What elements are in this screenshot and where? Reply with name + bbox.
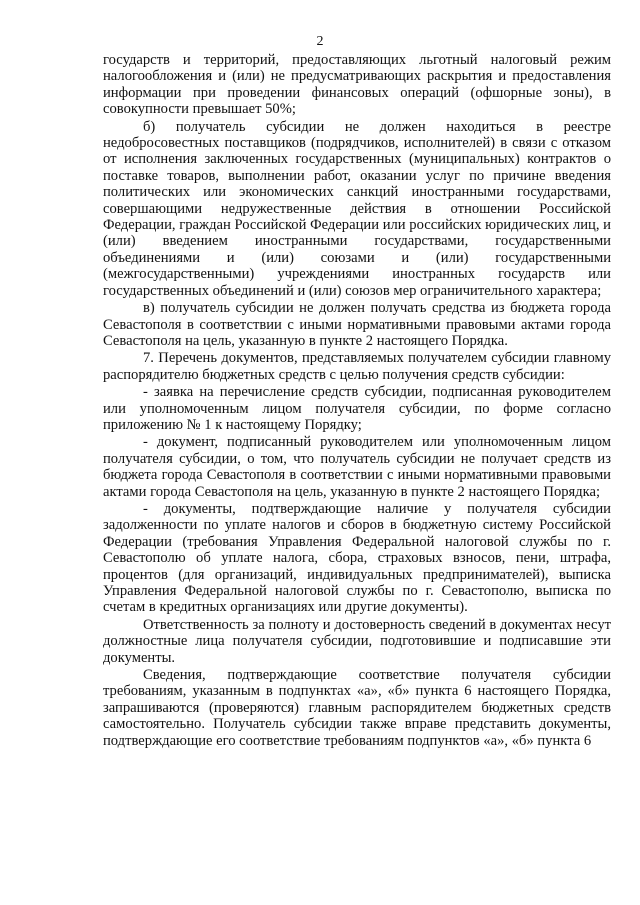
paragraph: государств и территорий, предоставляющих льготный налоговый режим налогообложения и (или) не предусматривающих раскрытия и предоставления информации при проведении финансовых операций (офшорные зоны), в совокупности превышает 50%;: [103, 52, 611, 118]
paragraph: - заявка на перечисление средств субсидии, подписанная руководителем или уполномоченным лицом получателя субсидии, по форме согласно приложению № 1 к настоящему Порядку;: [103, 384, 611, 433]
paragraph: б) получатель субсидии не должен находиться в реестре недобросовестных поставщиков (подрядчиков, исполнителей) в связи с отказом от исполнения заключенных государственных (муниципальных) контрактов о поставке товаров, выполнении работ, оказании услуг по причине введения политических или экономических санкций иностранными государствами, совершающими недружественные действия в отношении Российской Федерации, граждан Российской Федерации или российских юридических лиц, и (или) введением иностранными государствами, государственными объединениями и (или) союзами и (или) государственными (межгосударственными) учреждениями иностранных государств или государственных объединений и (или) союзов мер ограничительного характера;: [103, 118, 611, 299]
paragraph: Сведения, подтверждающие соответствие получателя субсидии требованиям, указанным в подпунктах «а», «б» пункта 6 настоящего Порядка, запрашиваются (проверяются) главным распорядителем бюджетных средств самостоятельно. Получатель субсидии также вправе представить документы, подтверждающие его соответствие требованиям подпунктов «а», «б» пункта 6: [103, 667, 611, 749]
paragraph: в) получатель субсидии не должен получать средства из бюджета города Севастополя в соответствии с иными нормативными правовыми актами города Севастополя на цель, указанную в пункте 2 настоящего Порядка.: [103, 300, 611, 349]
paragraph: - документы, подтверждающие наличие у получателя субсидии задолженности по уплате налогов и сборов в бюджетную систему Российской Федерации (требования Управления Федеральной налоговой службы по г. Севастополю об уплате налога, сбора, страховых взносов, пени, штрафа, процентов (для организаций, индивидуальных предпринимателей), выписка Управления Федеральной налоговой службы по г. Севастополю, выписка по счетам в кредитных организациях или другие документы).: [103, 500, 611, 616]
page-number: 2: [316, 34, 324, 49]
paragraph: 7. Перечень документов, представляемых получателем субсидии главному распорядителю бюджетных средств с целью получения средств субсидии:: [103, 350, 611, 383]
paragraph: Ответственность за полноту и достоверность сведений в документах несут должностные лица получателя субсидии, подготовившие и подписавшие эти документы.: [103, 616, 611, 666]
paragraph: - документ, подписанный руководителем или уполномоченным лицом получателя субсидии, о том, что получатель субсидии не получает средств из бюджета города Севастополя в соответствии с иными нормативными правовыми актами города Севастополя на цель, указанную в пункте 2 настоящего Порядка;: [103, 434, 611, 500]
document-body: [103, 52, 611, 750]
